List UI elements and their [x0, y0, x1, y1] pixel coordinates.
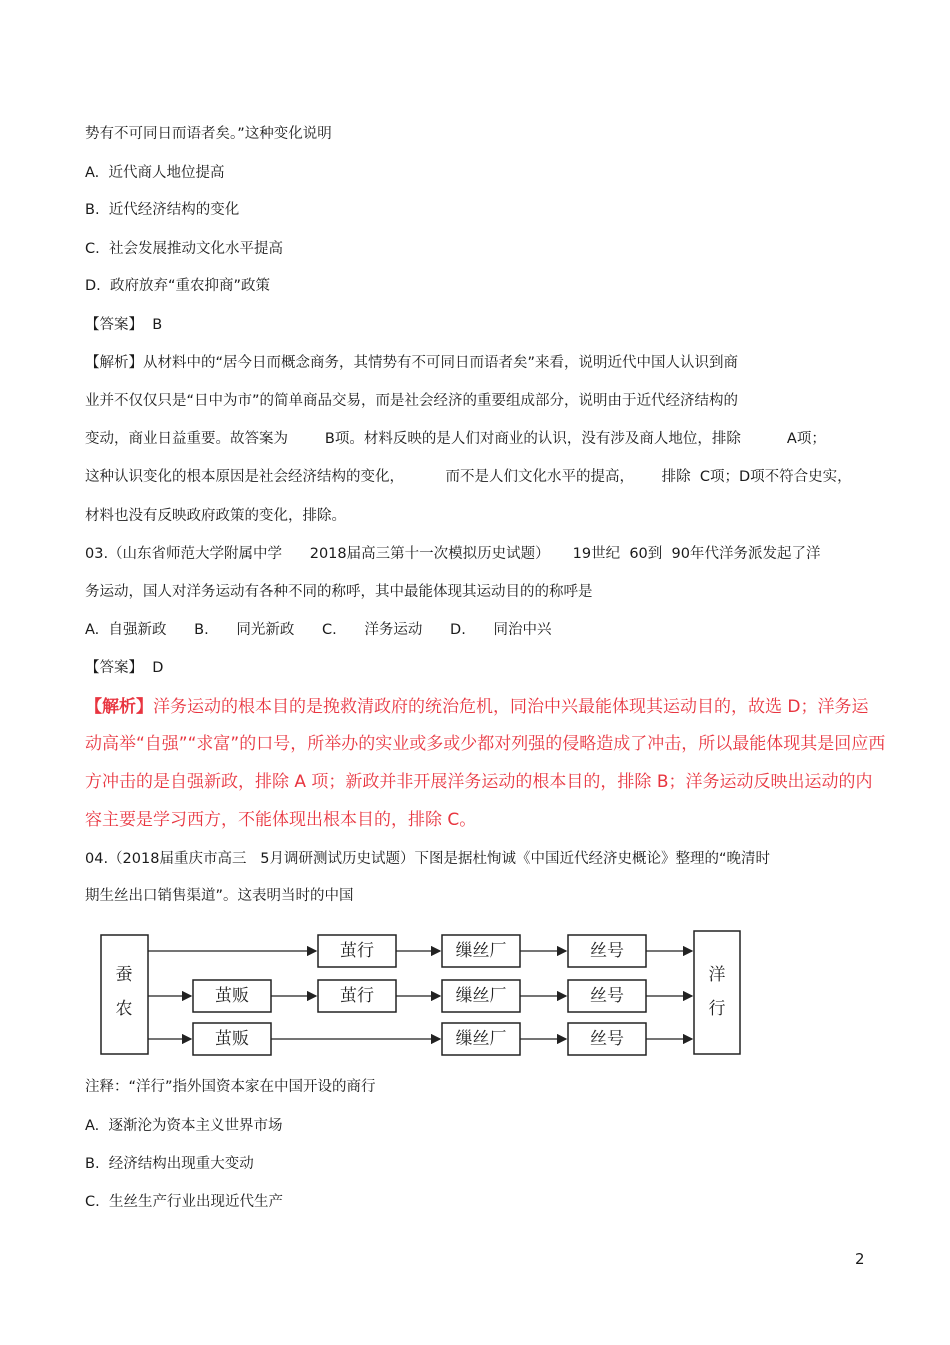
reeling-factory-label: 缫丝厂 — [455, 941, 507, 961]
option-d: D. 政府放弃“重农抑商”政策 — [85, 278, 271, 294]
red-analysis-line: 容主要是学习西方，不能体现出根本目的，排除 C。 — [85, 810, 477, 830]
analysis-line: 变动，商业日益重要。故答案为 B项。材料反映的是人们对商业的认识，没有涉及商人地位，排除 A项； — [85, 431, 826, 447]
question-03: 03.（山东省师范大学附属中学 2018届高三第十一次模拟历史试题） 19世纪 60到 90年代洋务派发起了洋 — [85, 546, 821, 562]
option-c: C. 社会发展推动文化水平提高 — [85, 241, 283, 257]
silk-shop-label: 丝号 — [590, 1029, 624, 1049]
foreign-firm-label-2: 行 — [708, 999, 726, 1019]
question-04-cont: 期生丝出口销售渠道”。这表明当时的中国 — [85, 888, 354, 904]
analysis-line: 这种认识变化的根本原因是社会经济结构的变化， 而不是人们文化水平的提高， 排除 C项；D项不符合史实， — [85, 469, 852, 485]
page-number: 2 — [855, 1250, 865, 1268]
cocoon-dealer-label: 茧贩 — [215, 986, 249, 1006]
answer-line: 【答案】 B — [85, 317, 163, 333]
foreign-firm-box — [694, 931, 740, 1054]
analysis-line: 【解析】从材料中的“居今日而概念商务，其情势有不可同日而语者矣”来看，说明近代中国人认识到商 — [85, 355, 739, 371]
option-a: A. 近代商人地位提高 — [85, 165, 225, 181]
question-03-options: A. 自强新政 B. 同光新政 C. 洋务运动 D. 同治中兴 — [85, 622, 552, 638]
silk-farmer-label-2: 农 — [115, 999, 133, 1019]
foreign-firm-label-1: 洋 — [708, 965, 726, 985]
option-a: A. 逐渐沦为资本主义世界市场 — [85, 1118, 283, 1134]
cocoon-dealer-label: 茧贩 — [215, 1029, 249, 1049]
analysis-line: 材料也没有反映政府政策的变化，排除。 — [85, 508, 346, 524]
note-line: 注释：“洋行”指外国资本家在中国开设的商行 — [85, 1079, 376, 1095]
silk-shop-label: 丝号 — [590, 941, 624, 961]
text-line: 势有不可同日而语者矣。”这种变化说明 — [85, 126, 332, 142]
red-analysis-text: 洋务运动的根本目的是挽救清政府的统治危机，同治中兴最能体现其运动目的，故选 D；洋务运 — [153, 697, 869, 717]
option-b: B. 经济结构出现重大变动 — [85, 1156, 254, 1172]
red-analysis-line: 动高举“自强”“求富”的口号，所举办的实业或多或少都对列强的侵略造成了冲击，所以最能体现其是回应西 — [85, 734, 886, 754]
question-03-cont: 务运动，国人对洋务运动有各种不同的称呼，其中最能体现其运动目的的称呼是 — [85, 584, 593, 600]
cocoon-firm-label: 茧行 — [340, 941, 374, 961]
silk-shop-label: 丝号 — [590, 986, 624, 1006]
analysis-tag: 【解析】 — [85, 697, 153, 717]
cocoon-firm-label: 茧行 — [340, 986, 374, 1006]
reeling-factory-label: 缫丝厂 — [455, 986, 507, 1006]
option-b: B. 近代经济结构的变化 — [85, 202, 240, 218]
red-analysis-line: 方冲击的是自强新政，排除 A 项；新政并非开展洋务运动的根本目的，排除 B；洋务运动反映出运动的内 — [85, 772, 873, 792]
question-04: 04.（2018届重庆市高三 5月调研测试历史试题）下图是据杜恂诚《中国近代经济史概论》整理的“晚清时 — [85, 851, 771, 867]
option-c: C. 生丝生产行业出现近代生产 — [85, 1194, 283, 1210]
analysis-line: 业并不仅仅只是“日中为市”的简单商品交易，而是社会经济的重要组成部分，说明由于近代经济结构的 — [85, 393, 739, 409]
silk-farmer-label-1: 蚕 — [115, 965, 133, 985]
reeling-factory-label: 缫丝厂 — [455, 1029, 507, 1049]
silk-farmer-box — [101, 935, 148, 1054]
answer-line: 【答案】 D — [85, 660, 164, 676]
